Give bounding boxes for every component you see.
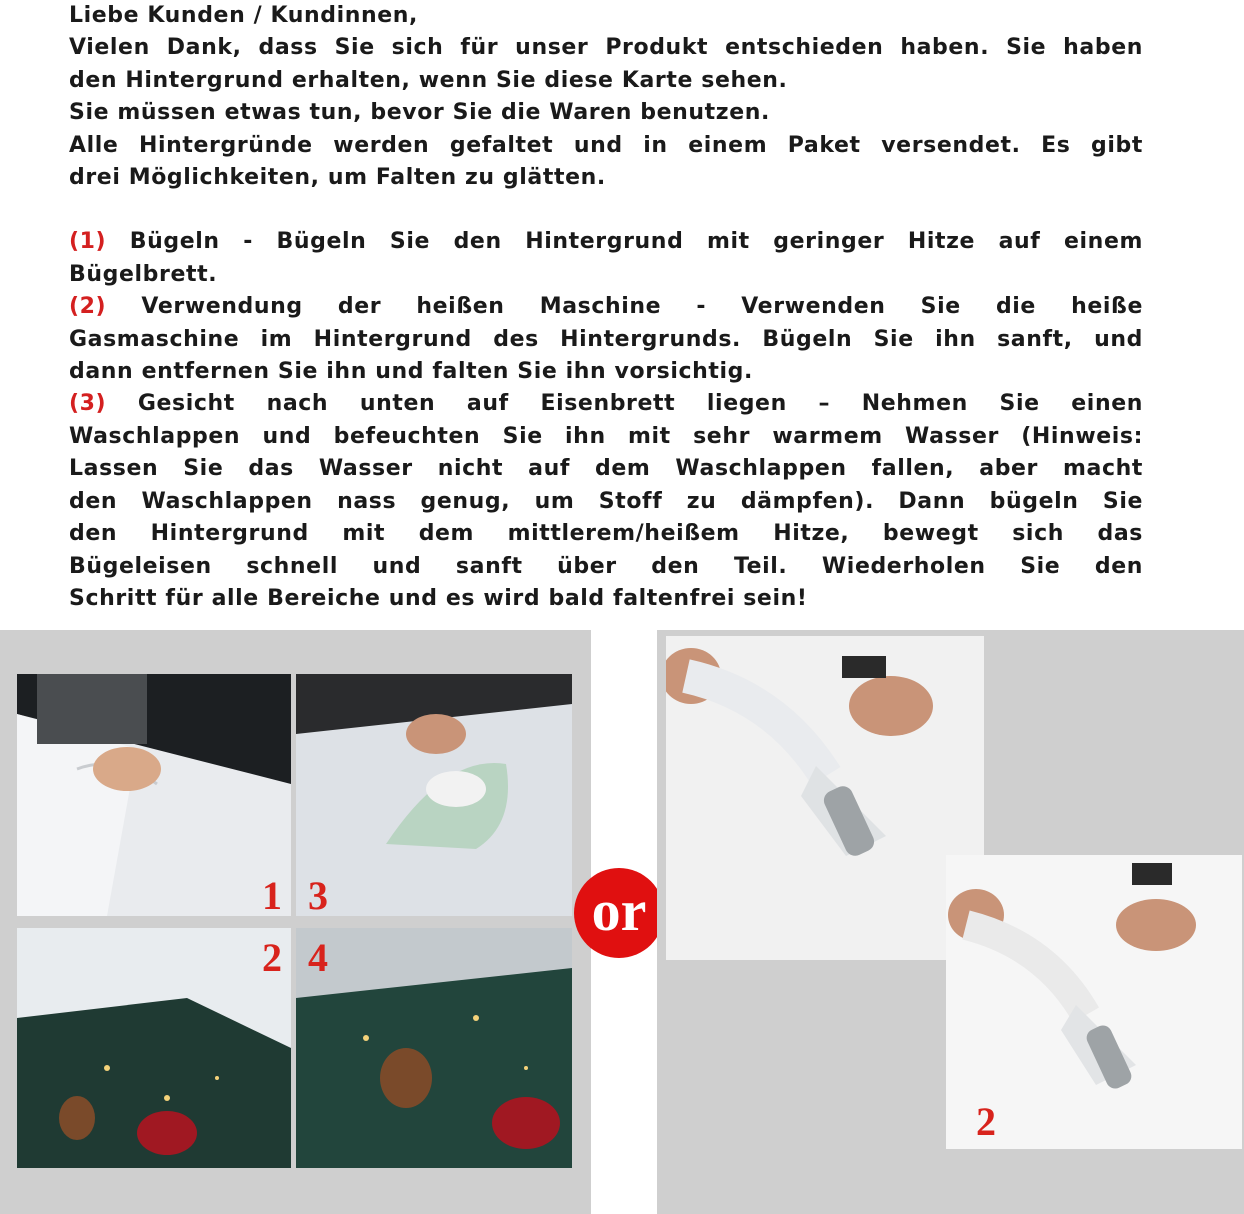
step-1-number: (1) xyxy=(69,229,107,255)
photo-marker-right-2: 2 xyxy=(976,1099,996,1144)
photo-marker-1: 1 xyxy=(262,873,282,918)
photo-lifting-fabric xyxy=(17,674,291,916)
intro-line-5: drei Möglichkeiten, um Falten zu glätten. xyxy=(69,165,606,191)
photo-marker-2: 2 xyxy=(262,935,282,980)
photo-ironing xyxy=(296,674,572,916)
step-3-line-7: Schritt für alle Bereiche und es wird bald faltenfrei sein! xyxy=(69,585,808,611)
instructions-text xyxy=(69,0,1143,615)
intro-line-1: Vielen Dank, dass Sie sich für unser Produkt entschieden haben. Sie haben xyxy=(69,35,1143,61)
intro-line-3: Sie müssen etwas tun, bevor Sie die Waren benutzen. xyxy=(69,100,770,126)
step-3-line-1: (3) Gesicht nach unten auf Eisenbrett liegen – Nehmen Sie einen xyxy=(69,391,1143,417)
or-badge: or xyxy=(574,868,664,958)
step-3-number: (3) xyxy=(69,391,107,417)
step-3-line-3: Lassen Sie das Wasser nicht auf dem Waschlappen fallen, aber macht xyxy=(69,456,1143,482)
step-1-line-2: Bügelbrett. xyxy=(69,261,218,287)
greeting: Liebe Kunden / Kundinnen, xyxy=(69,3,419,28)
step-2-line-3: dann entfernen Sie ihn und falten Sie ihn vorsichtig. xyxy=(69,359,753,385)
step-3-line-2: Waschlappen und befeuchten Sie ihn mit sehr warmem Wasser (Hinweis: xyxy=(69,423,1143,449)
intro-line-4: Alle Hintergründe werden gefaltet und in einem Paket versendet. Es gibt xyxy=(69,132,1143,158)
step-3-line-4: den Waschlappen nass genug, um Stoff zu dämpfen). Dann bügeln Sie xyxy=(69,488,1143,514)
step-3-line-5: den Hintergrund mit dem mittlerem/heißem Hitze, bewegt sich das xyxy=(69,521,1143,547)
photo-backdrop-fold xyxy=(17,928,291,1168)
step-3-line-6: Bügeleisen schnell und sanft über den Teil. Wiederholen Sie den xyxy=(69,553,1143,579)
photo-marker-4: 4 xyxy=(308,935,328,980)
step-1-line-1: (1) Bügeln - Bügeln Sie den Hintergrund mit geringer Hitze auf einem xyxy=(69,229,1143,255)
step-2-number: (2) xyxy=(69,294,107,320)
intro-line-2: den Hintergrund erhalten, wenn Sie diese Karte sehen. xyxy=(69,67,788,93)
photo-backdrop-flat xyxy=(296,928,572,1168)
photo-marker-3: 3 xyxy=(308,873,328,918)
photo-steamer-1 xyxy=(666,636,984,960)
step-2-line-1: (2) Verwendung der heißen Maschine - Verwenden Sie die heiße xyxy=(69,294,1143,320)
step-2-line-2: Gasmaschine im Hintergrund des Hintergrunds. Bügeln Sie ihn sanft, und xyxy=(69,326,1143,352)
